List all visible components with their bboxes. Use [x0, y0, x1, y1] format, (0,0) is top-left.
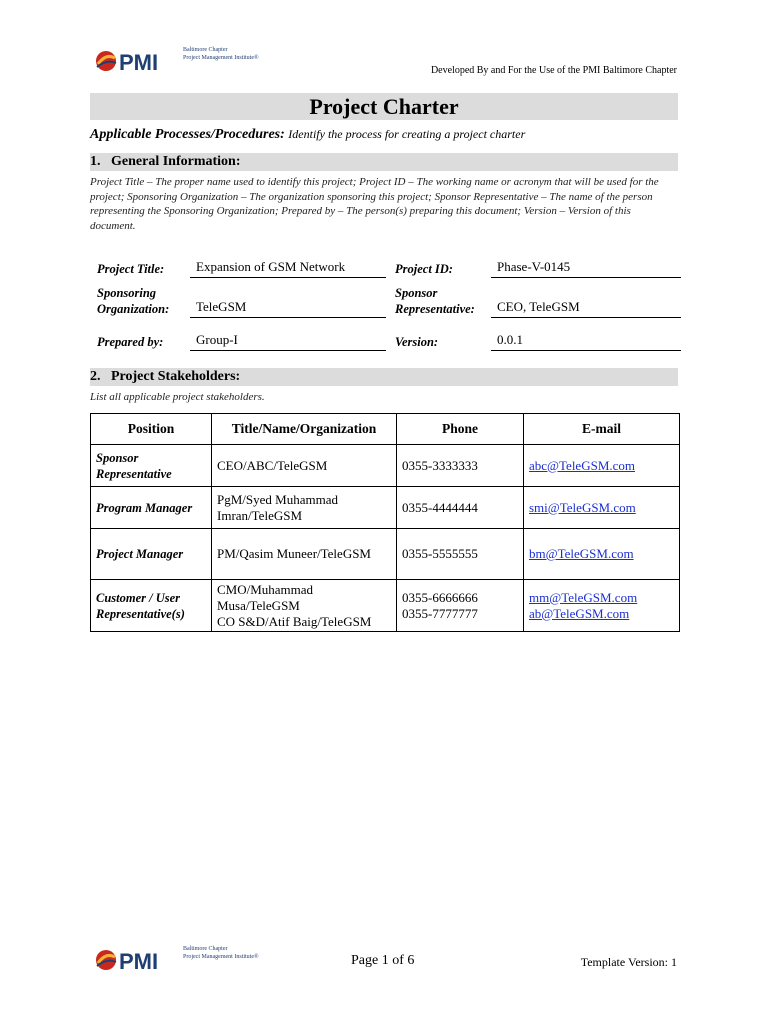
title-bar: [90, 93, 678, 120]
prepared-by-label: Prepared by:: [97, 335, 164, 349]
stakeholders-description: List all applicable project stakeholders.: [90, 391, 265, 403]
column-header-position: Position: [91, 414, 212, 445]
general-information-description: Project Title – The proper name used to identify this project; Project ID – The working name or acronym that will be used for the project; Sponsoring Organization – The organization sponsoring this project; Sponsor Representative – The name of the person representing the Sponsoring Organization; Prepared by – The person(s) preparing this document; Version – Version of this document.: [90, 176, 659, 232]
prepared-by-field: Group-I: [190, 332, 386, 351]
table-row: [91, 580, 680, 632]
phone-line: 0355-7777777: [402, 605, 478, 621]
column-header-email: E-mail: [524, 414, 680, 445]
footer-pmi-logo: [95, 945, 275, 975]
version-label: Version:: [395, 335, 439, 349]
stakeholders-table: [90, 413, 680, 632]
phone-cell: [397, 487, 524, 529]
email-link[interactable]: ab@TeleGSM.com: [529, 605, 630, 621]
name-line: CO S&D/Atif Baig/TeleGSM: [217, 613, 372, 629]
page-title: Project Charter: [309, 94, 459, 119]
phone-cell: [397, 529, 524, 580]
position-line: Project Manager: [96, 547, 184, 561]
phone-line: 0355-6666666: [402, 589, 478, 605]
email-link[interactable]: mm@TeleGSM.com: [529, 589, 638, 605]
name-line: CMO/Muhammad: [217, 581, 314, 597]
sponsoring-organization-field: TeleGSM: [190, 299, 386, 318]
position-cell: [91, 580, 212, 632]
position-line: Customer / User: [96, 590, 181, 605]
name-cell: [212, 580, 397, 632]
sponsor-rep-label-line1: Sponsor: [395, 286, 438, 300]
column-header-phone: Phone: [397, 414, 524, 445]
position-line: Sponsor: [96, 450, 139, 465]
pmi-logo-mark: [95, 49, 181, 73]
email-link[interactable]: smi@TeleGSM.com: [529, 499, 636, 515]
project-title-label: Project Title:: [97, 262, 165, 276]
email-cell: [524, 445, 680, 487]
phone-line: 0355-5555555: [402, 546, 478, 561]
phone-cell: [397, 445, 524, 487]
email-link[interactable]: bm@TeleGSM.com: [529, 546, 634, 561]
pmi-logo: [95, 46, 275, 76]
footer-pmi-logo-mark: [95, 948, 181, 972]
position-cell: [91, 529, 212, 580]
stakeholders-header-row: [91, 414, 680, 445]
sponsoring-organization-label: [97, 285, 169, 317]
position-line: Representative(s): [96, 606, 185, 621]
sponsor-rep-label-line2: Representative:: [395, 302, 475, 316]
sponsor-representative-field: CEO, TeleGSM: [491, 299, 681, 318]
email-cell: [524, 580, 680, 632]
table-row: [91, 445, 680, 487]
section-general-information-heading: 1. General Information:: [90, 154, 241, 169]
logo-wordmark: PMI: [119, 50, 159, 73]
position-cell: [91, 445, 212, 487]
logo-line1: Baltimore Chapter: [183, 47, 228, 53]
name-cell: [212, 487, 397, 529]
project-title-field: Expansion of GSM Network: [190, 259, 386, 278]
name-cell: [212, 529, 397, 580]
processes-text: Identify the process for creating a project charter: [288, 127, 526, 141]
column-header-title-name-organization: Title/Name/Organization: [212, 414, 397, 445]
name-line: CEO/ABC/TeleGSM: [217, 457, 328, 473]
footer-logo-wordmark: PMI: [119, 949, 159, 972]
name-line: PgM/Syed Muhammad: [217, 491, 338, 507]
footer-logo-line2: Project Management Institute®: [183, 954, 259, 960]
position-cell: [91, 487, 212, 529]
phone-line: 0355-4444444: [402, 499, 478, 515]
table-row: [91, 529, 680, 580]
project-id-label: Project ID:: [395, 262, 453, 276]
project-id-field: Phase-V-0145: [491, 259, 681, 278]
sponsor-representative-label: [395, 285, 475, 317]
applicable-processes: [90, 127, 525, 143]
processes-label: Applicable Processes/Procedures:: [90, 127, 285, 142]
developed-by-note: Developed By and For the Use of the PMI Baltimore Chapter: [430, 65, 677, 76]
section-project-stakeholders-heading: 2. Project Stakeholders:: [90, 369, 241, 384]
footer-logo-line1: Baltimore Chapter: [183, 946, 228, 952]
page-number: Page 1 of 6: [351, 953, 415, 968]
email-link[interactable]: abc@TeleGSM.com: [529, 457, 636, 473]
phone-line: 0355-3333333: [402, 457, 478, 473]
name-cell: [212, 445, 397, 487]
name-line: PM/Qasim Muneer/TeleGSM: [217, 546, 371, 561]
table-row: [91, 487, 680, 529]
name-line: Imran/TeleGSM: [217, 507, 303, 523]
position-line: Representative: [96, 466, 172, 481]
name-line: Musa/TeleGSM: [217, 597, 300, 613]
version-field: 0.0.1: [491, 332, 681, 351]
phone-cell: [397, 580, 524, 632]
section-project-stakeholders-bar: [90, 368, 678, 386]
sponsoring-label-line2: Organization:: [97, 302, 170, 316]
email-cell: [524, 487, 680, 529]
logo-caption: [183, 46, 259, 62]
footer-logo-caption: [183, 945, 259, 961]
section-general-information-bar: [90, 153, 678, 171]
sponsoring-label-line1: Sponsoring: [97, 286, 157, 300]
template-version: Template Version: 1: [580, 955, 677, 969]
position-line: Program Manager: [96, 500, 193, 515]
logo-line2: Project Management Institute®: [183, 55, 259, 61]
email-cell: [524, 529, 680, 580]
